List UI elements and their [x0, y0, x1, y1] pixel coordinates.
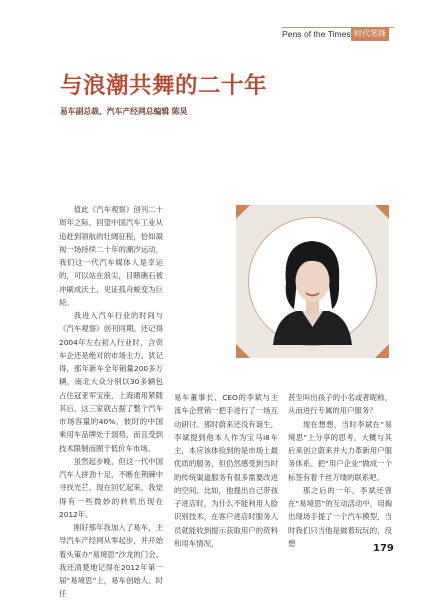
article-title: 与浪潮共舞的二十年 [60, 73, 268, 99]
paragraph: 那之后的一年，李斌还曾在“易境思”的互动活动中，用掏出现场手提了一个汽车模型，当时我们只当他是做着玩玩的，没想 [288, 485, 392, 548]
paragraph: 刚好那年我加入了易车，主导汽车产经网从零起步，并开始着头策办“易境思”沙龙的门会。我还清楚地记得在2012年第一届“易境思”上，易车创始人、时任 [59, 523, 163, 599]
paragraph: 甚至叫出孩子的小名或者昵称，从而进行专属的用户服务？ [288, 393, 392, 416]
corner-ornament [236, 205, 250, 219]
author-portrait-graphic [236, 205, 389, 358]
paragraph: 易车董事长、CEO的李斌与主流车企营销一把手进行了一场互动研讨。那时蔚来还没有诞生，李斌提到他本人作为宝马i8车主，本应该体验到的是市场上最优质的服务，但仍然感受到当时的传统渠道服务有很多需要改进的空间。比如，他提出自己带孩子进店时，为什么不能利用人脸识别技术，在客户进店时服务人员就能收到提示获取用户的资料和用车情况， [174, 393, 278, 548]
corner-ornament [375, 344, 389, 358]
page-number: 179 [373, 543, 394, 554]
corner-ornament [375, 205, 389, 219]
paragraph: 现在想想，当时李斌在“易境思”上分享的思考，大概与其后来创立蔚来并大力革新用户服务体系、把“用户企业”做成一个标签有着千丝万缕的联系吧。 [288, 419, 392, 482]
paragraph: 值此《汽车观察》创刊二十周年之际，回望中国汽车工业从追赶到领航的壮阔征程，恰如凝视一场持续二十年的潮汐运动，我们这一代汽车媒体人是幸运的，可以站在浪尖，目睹礁石被冲刷成沃土，见证孤舟蜕变为巨轮。 [59, 205, 163, 307]
body-column-3 [288, 391, 392, 550]
paragraph: 虽然起步晚，但这一代中国汽车人拼劲十足，不断在荆棘中寻找光芒。现在回忆起来，我觉得有一些微妙的转机出现在2012年。 [59, 456, 163, 519]
corner-ornament [236, 344, 250, 358]
paragraph: 我进入汽车行业的时间与《汽车观察》创刊同期。还记得2004年左右初入行业时，合资车企还是绝对的市场主力。犹记得，那年新车全年销量200多万辆，南北大众分别以30多辆包占住冠亚军宝座，上海通用紧随其后，这三家就占据了整个汽车市场容量的40%。彼时的中国乘用车品牌处于弱势，而且受到技术限制而囿于低价车市场。 [59, 311, 163, 453]
author-photo [236, 205, 389, 358]
body-column-2 [174, 391, 278, 550]
section-label: Pens of the Times [282, 29, 351, 39]
body-column-1 [59, 203, 163, 601]
section-tag: 时代笔锋 [351, 27, 389, 41]
article-byline: 易车副总裁、汽车产经网总编辑 陈昊 [60, 107, 188, 116]
